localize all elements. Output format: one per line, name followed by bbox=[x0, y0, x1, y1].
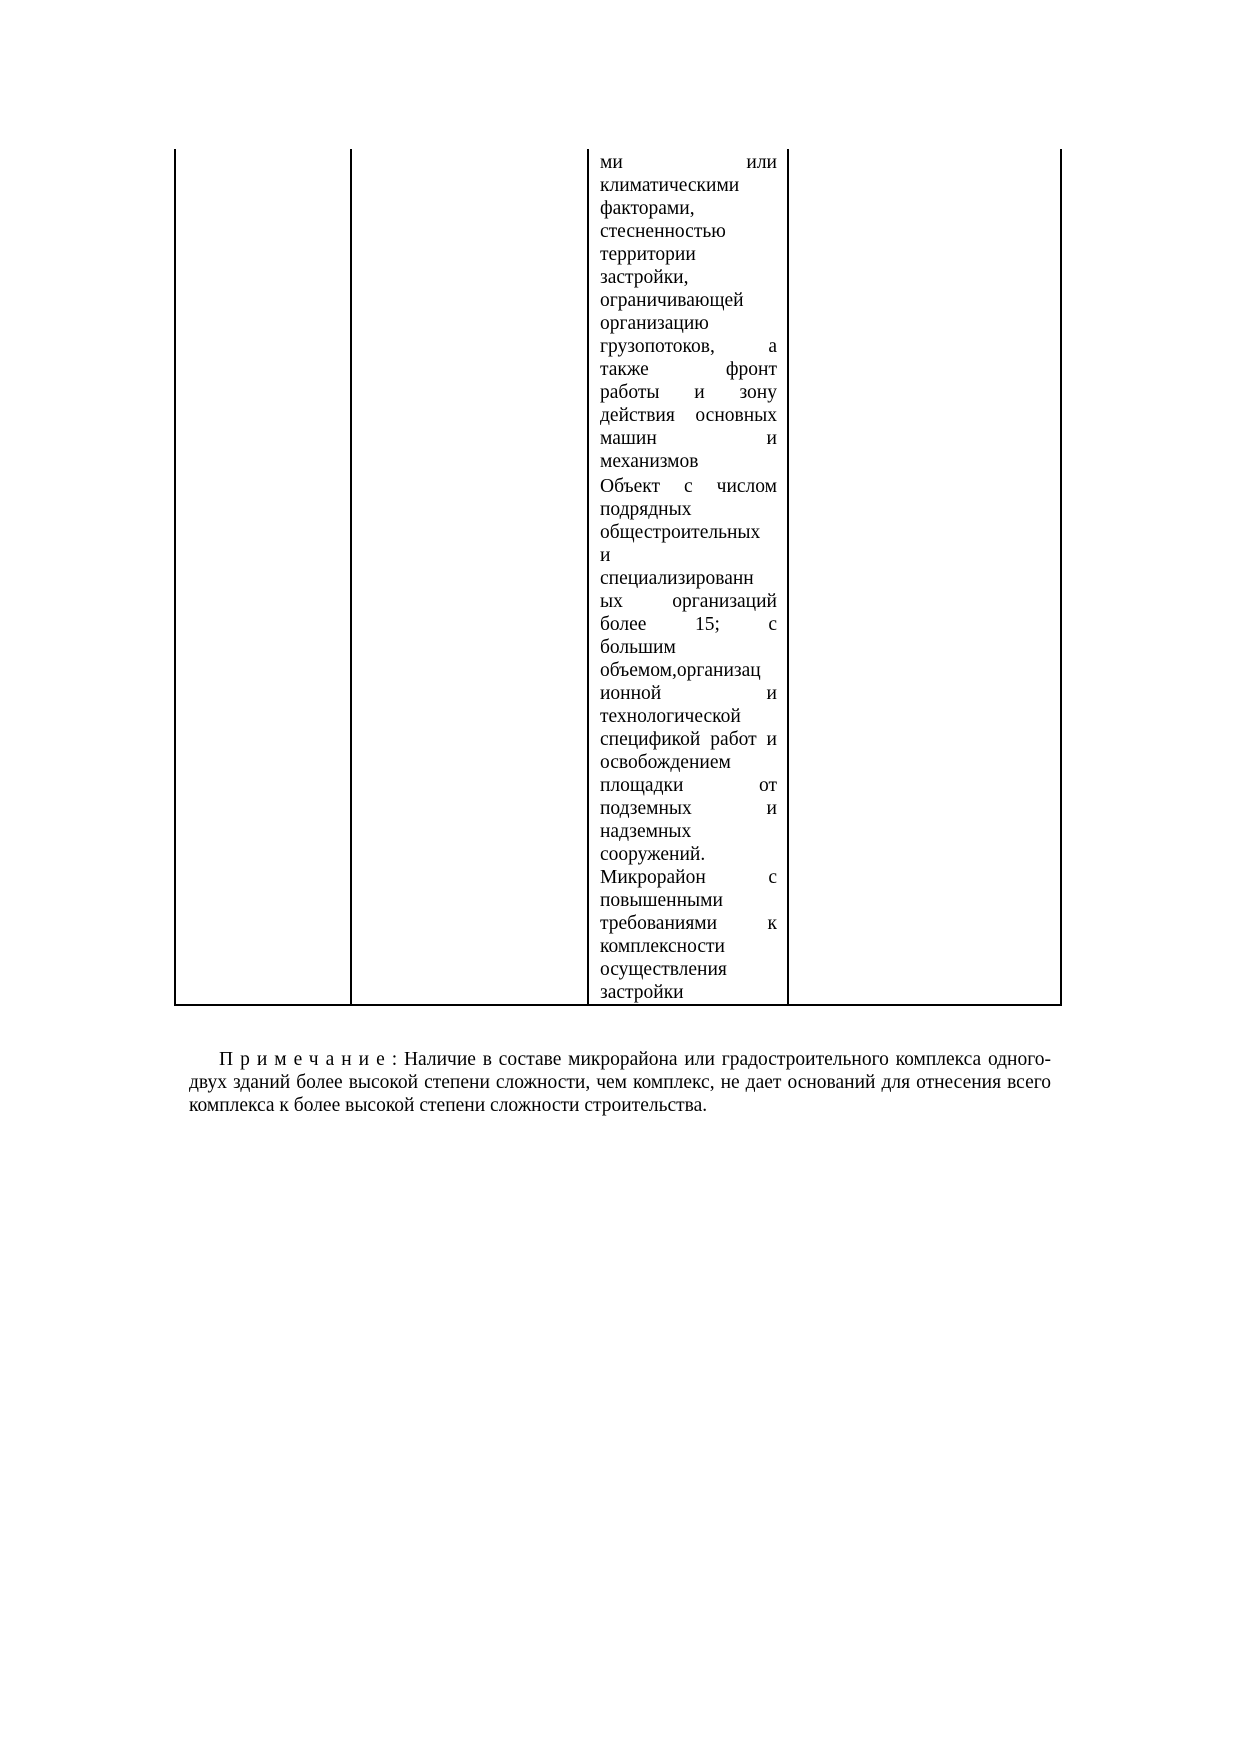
cell-text-line: территории bbox=[600, 244, 696, 265]
cell-text-line: ых организаций bbox=[600, 591, 777, 612]
cell-text-line: комплексности bbox=[600, 936, 725, 957]
cell-text-line: специализированн bbox=[600, 568, 754, 589]
cell-text-line: машин и bbox=[600, 428, 777, 449]
cell-text-line: технологической bbox=[600, 706, 741, 727]
cell-text-line: сооружений. bbox=[600, 844, 706, 865]
table-cell-description bbox=[588, 473, 788, 1005]
table-cell-col4 bbox=[788, 149, 1061, 473]
table-row bbox=[175, 473, 1061, 1005]
cell-text-line: ми или bbox=[600, 152, 777, 173]
cell-text-line: работы и зону bbox=[600, 382, 777, 403]
cell-text-line: Микрорайон с bbox=[600, 867, 777, 888]
cell-text-line: факторами, bbox=[600, 198, 695, 219]
cell-text-line: большим bbox=[600, 637, 676, 658]
cell-text-line: освобождением bbox=[600, 752, 731, 773]
table-row bbox=[175, 149, 1061, 473]
table-cell-col1 bbox=[175, 149, 351, 473]
cell-text-line: организацию bbox=[600, 313, 709, 334]
cell-text-line: подрядных bbox=[600, 499, 692, 520]
cell-text-line: и bbox=[600, 545, 611, 566]
cell-text-line: застройки bbox=[600, 982, 684, 1003]
cell-text-line: более 15; с bbox=[600, 614, 777, 635]
cell-text-line: подземных и bbox=[600, 798, 777, 819]
cell-text-line: объемом,организац bbox=[600, 660, 761, 681]
cell-text-line: общестроительных bbox=[600, 522, 761, 543]
note-text: : Наличие в составе микрорайона или градостроительного комплекса одного-двух зданий более высокой степени сложности, чем комплекс, не дает оснований для отнесения всего комплекса к более высокой степени сложности строительства. bbox=[189, 1048, 1051, 1116]
note-paragraph bbox=[189, 1048, 1051, 1117]
cell-text-line: надземных bbox=[600, 821, 692, 842]
cell-text-line: грузопотоков, а bbox=[600, 336, 777, 357]
cell-text-block bbox=[589, 149, 787, 473]
table-cell-col1 bbox=[175, 473, 351, 1005]
cell-text-line: площадки от bbox=[600, 775, 777, 796]
cell-text-line: действия основных bbox=[600, 405, 777, 426]
cell-text-line: повышенными bbox=[600, 890, 723, 911]
table-cell-col4 bbox=[788, 473, 1061, 1005]
cell-text-line: осуществления bbox=[600, 959, 727, 980]
cell-text-line: стесненностью bbox=[600, 221, 726, 242]
table-cell-col2 bbox=[351, 149, 588, 473]
cell-text-line: также фронт bbox=[600, 359, 777, 380]
cell-text-line: ограничивающей bbox=[600, 290, 744, 311]
cell-text-line: спецификой работ и bbox=[600, 729, 777, 750]
note-label: Примечание bbox=[219, 1048, 392, 1070]
table-cell-description bbox=[588, 149, 788, 473]
cell-text-block bbox=[589, 473, 787, 1004]
cell-text-line: застройки, bbox=[600, 267, 689, 288]
cell-text-line: Объект с числом bbox=[600, 476, 777, 497]
cell-text-line: требованиями к bbox=[600, 913, 777, 934]
cell-text-line: механизмов bbox=[600, 451, 699, 472]
cell-text-line: ионной и bbox=[600, 683, 777, 704]
classification-table bbox=[174, 149, 1062, 1006]
cell-text-line: климатическими bbox=[600, 175, 740, 196]
table-cell-col2 bbox=[351, 473, 588, 1005]
